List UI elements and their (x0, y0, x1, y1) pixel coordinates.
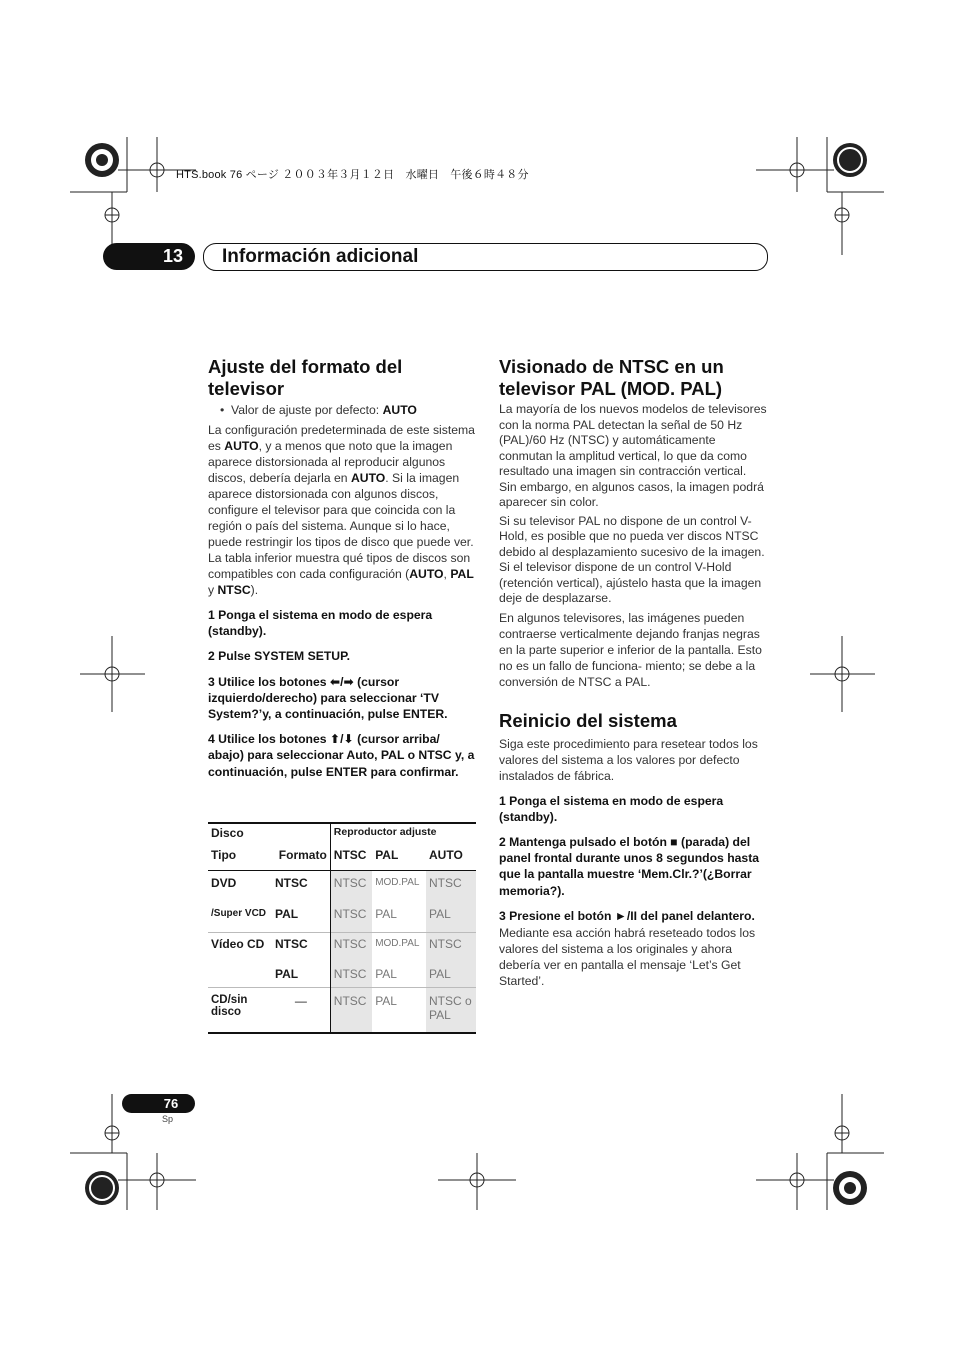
ntsc-pal-paragraph-1: La mayoría de los nuevos modelos de televisores con la norma PAL detectan la señal de 50 Hz (PAL)/60 Hz (NTSC) y automáticamente conmutan la amplitud vertical, lo que da como resultado una imagen sin contracción vertical. Sin embargo, en algunos casos, la imagen podrá aparecer sin color. (499, 402, 767, 509)
table-header-pal: PAL (375, 848, 399, 862)
reset-step-2: 2 Mantenga pulsado el botón ■ (parada) del panel frontal durante unos 8 segundos hasta que la pantalla muestre ‘Mem.Clr.?’(¿Borrar memoria?). (499, 834, 760, 898)
step-3: 3 Utilice los botones ⬅/➡ (cursor izquierdo/derecho) para seleccionar ‘TV System?’y, a continuación, pulse ENTER. (208, 674, 448, 722)
ntsc-pal-paragraph-3: En algunos televisores, las imágenes pueden contraerse verticalmente dejando franjas negras en la parte superior e inferior de la pantalla. Esto no es un fallo de funciona- miento; se debe a la conversión de NTSC a PAL. (499, 610, 762, 689)
format-compatibility-table (208, 822, 476, 1034)
table-row: CD/sin disco — NTSC PAL NTSC o PAL (208, 988, 476, 1034)
chapter-number: 13 (162, 246, 184, 266)
table-header-disco: Disco (211, 826, 244, 840)
ntsc-pal-paragraph-2: Si su televisor PAL no dispone de un control V-Hold, es posible que no pueda ver discos NTSC debido al desplazamiento sucesivo de la imagen. Si el televisor dispone de un control V-Hold (retención vertical), ajústelo hasta que la imagen deje de desplazarse. (499, 513, 765, 605)
chapter-title: Información adicional (222, 246, 419, 267)
print-file-info: HTS.book 76 ページ ２００３年３月１２日 水曜日 午後６時４８分 (176, 169, 529, 181)
default-value-bullet: • Valor de ajuste por defecto: AUTO (220, 403, 417, 417)
reset-result: Mediante esa acción habrá reseteado todos los valores del sistema a los originales y ahora debería ver en pantalla el mensaje ‘Let’s Get Started’. (499, 925, 756, 988)
page-language: Sp (162, 1114, 174, 1124)
left-column (208, 356, 476, 780)
table-header-reproductor: Reproductor adjuste (330, 823, 476, 848)
table-row: DVD NTSC NTSC MOD.PAL NTSC (208, 871, 476, 903)
section-title-system-reset: Reinicio del sistema (499, 709, 677, 731)
table-row: PAL NTSC PAL PAL (208, 963, 476, 988)
reset-step-1: 1 Ponga el sistema en modo de espera (standby). (499, 793, 724, 824)
table-row: Vídeo CD NTSC NTSC MOD.PAL NTSC (208, 933, 476, 964)
table-header-ntsc: NTSC (330, 848, 372, 871)
table-header-auto: AUTO (429, 848, 463, 862)
page-number: 76 (163, 1096, 179, 1111)
reset-step-3: 3 Presione el botón ►/II del panel delantero. (499, 908, 755, 923)
table-header-formato: Formato (278, 848, 327, 862)
step-1: 1 Ponga el sistema en modo de espera (standby). (208, 608, 433, 639)
reset-intro: Siga este procedimiento para resetear todos los valores del sistema a los valores por defecto instalados de fábrica. (499, 736, 758, 783)
tv-format-description: La configuración predeterminada de este sistema es AUTO, y a menos que noto que la imagen aparece distorsionada al reproducir algunos discos, debería dejarla en AUTO. Si la imagen aparece distorsionada con algunos discos, configure el televisor para que coincida con la región o país del sistema. Aunque si lo hace, puede restringir los tipos de disco que puede ver. La tabla inferior muestra qué tipos de discos son compatibles con cada configuración (AUTO, PAL y NTSC). (208, 423, 475, 597)
step-4: 4 Utilice los botones ⬆/⬇ (cursor arriba/ abajo) para seleccionar Auto, PAL o NTSC y, a continuación, pulse ENTER para confirmar. (208, 732, 475, 779)
right-column (499, 356, 767, 989)
table-header-tipo: Tipo (211, 848, 237, 862)
table-row: /Super VCD PAL NTSC PAL PAL (208, 902, 476, 933)
step-2: 2 Pulse SYSTEM SETUP. (208, 649, 351, 664)
section-title-ntsc-on-pal: Visionado de NTSC en un televisor PAL (MOD. PAL) (499, 356, 724, 399)
section-title-tv-format: Ajuste del formato del televisor (208, 356, 403, 399)
